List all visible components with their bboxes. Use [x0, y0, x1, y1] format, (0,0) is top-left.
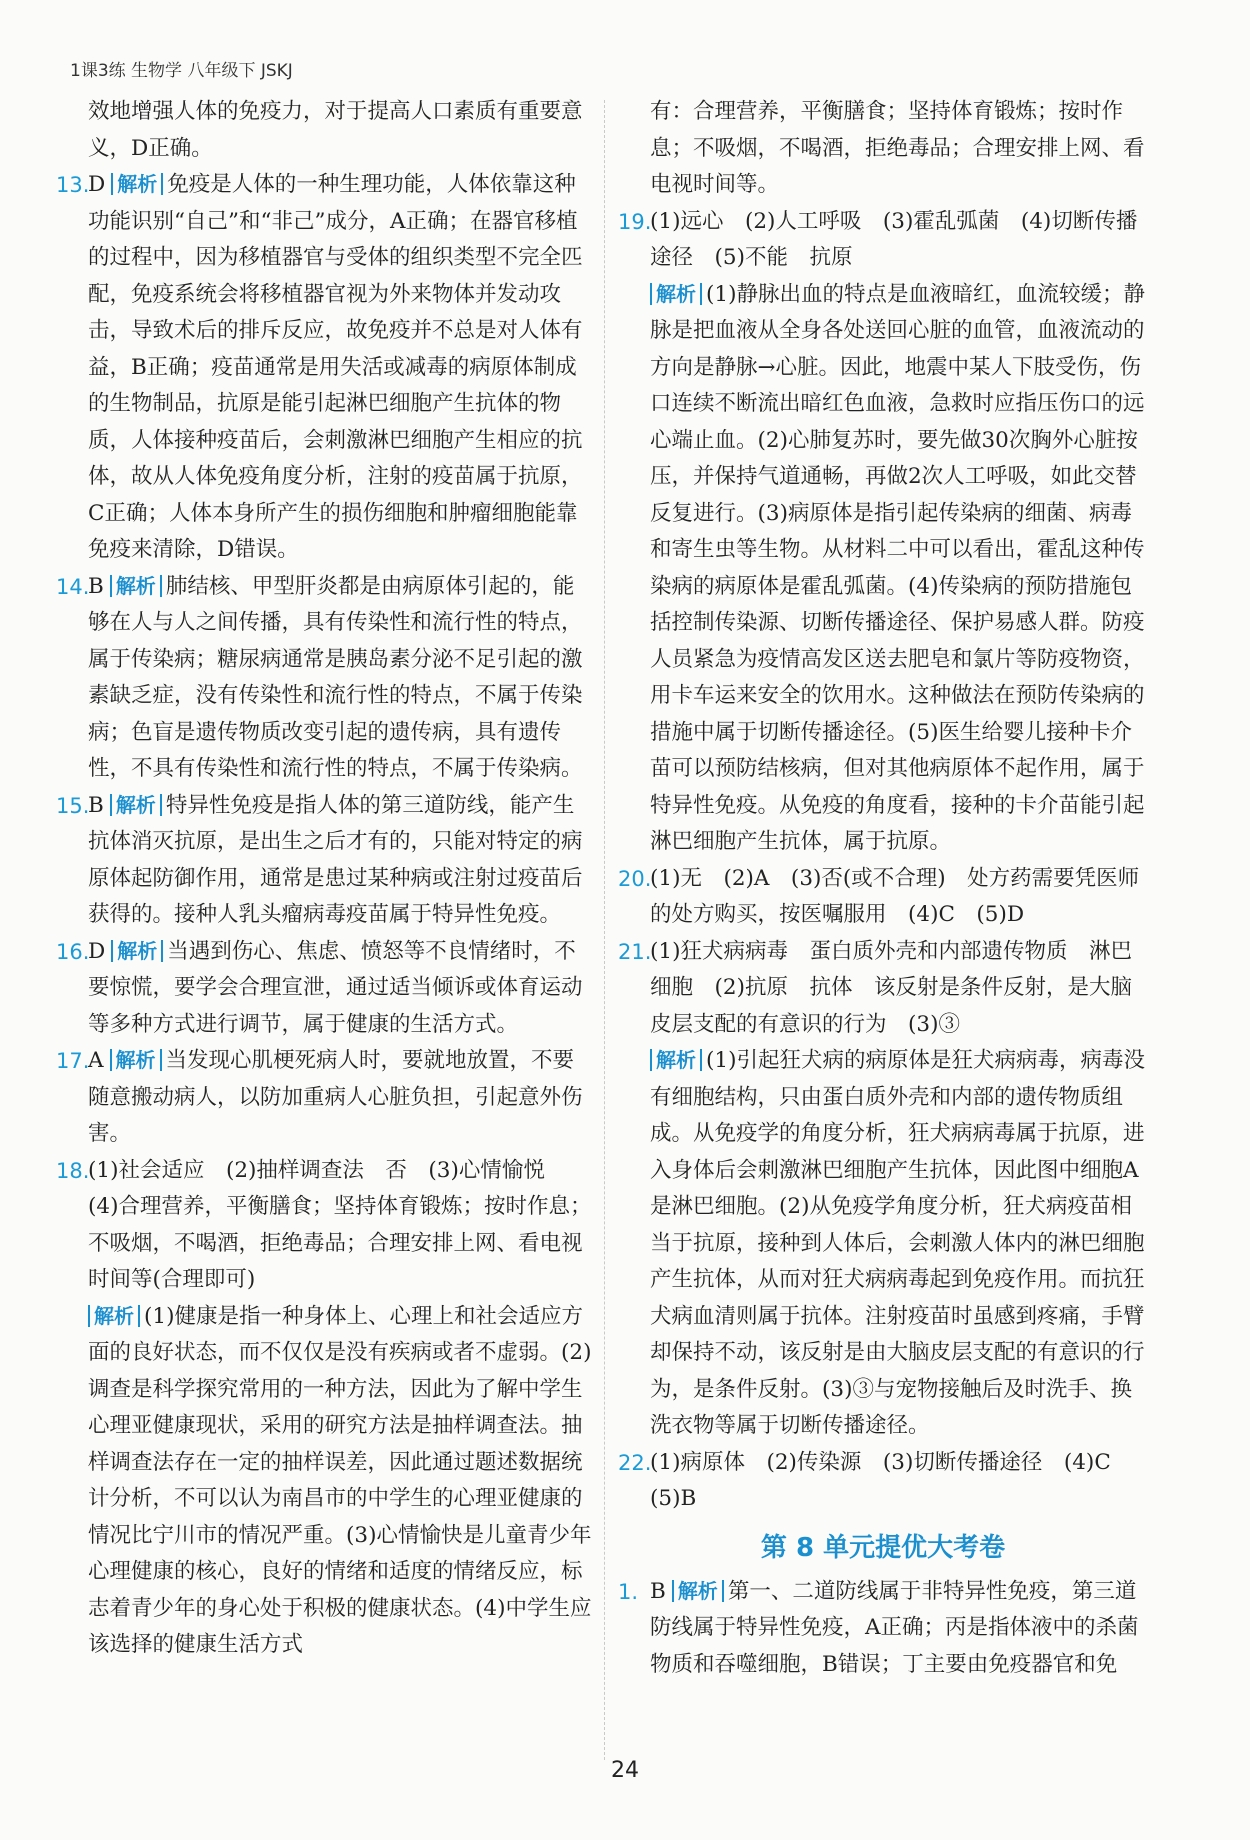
answer-22 [618, 1445, 1148, 1518]
question-number: 14. [56, 574, 90, 599]
analysis-text: 肺结核、甲型肝炎都是由病原体引起的，能够在人与人之间传播，具有传染性和流行性的特点，属于传染病；糖尿病通常是胰岛素分泌不足引起的激素缺乏症，没有传染性和流行性的特点，不属于传染病；色盲是遗传物质改变引起的遗传病，具有遗传性，不具有传染性和流行性的特点，不属于传染病。 [88, 573, 583, 781]
answer-choice: B [650, 1578, 666, 1604]
answer-text: (1)无 (2)A (3)否(或不合理) 处方药需要凭医师的处方购买，按医嘱服用 (4)C (5)D [650, 865, 1140, 927]
question-number: 15. [56, 793, 90, 818]
question-number: 1. [618, 1579, 639, 1604]
right-column [618, 94, 1148, 1683]
analysis-text: (1)静脉出血的特点是血液暗红，血流较缓；静脉是把血液从全身各处送回心脏的血管，血液流动的方向是静脉→心脏。因此，地震中某人下肢受伤，伤口连续不断流出暗红色血液，急救时应指压伤口的远心端止血。(2)心肺复苏时，要先做30次胸外心脏按压，并保持气道通畅，再做2次人工呼吸，如此交替反复进行。(3)病原体是指引起传染病的细菌、病毒和寄生虫等生物。从材料二中可以看出，霍乱这种传染病的病原体是霍乱弧菌。(4)传染病的预防措施包括控制传染源、切断传播途径、保护易感人群。防疫人员紧急为疫情高发区送去肥皂和氯片等防疫物资，用卡车运来安全的饮用水。这种做法在预防传染病的措施中属于切断传播途径。(5)医生给婴儿接种卡介苗可以预防结核病，但对其他病原体不起作用，属于特异性免疫。从免疫的角度看，接种的卡介苗能引起淋巴细胞产生抗体，属于抗原。 [650, 281, 1145, 854]
left-column [56, 94, 592, 1664]
answer-13 [56, 167, 592, 569]
section-title: 第 8 单元提优大考卷 [760, 1532, 1006, 1563]
answer-19 [618, 204, 1148, 861]
analysis-text: (1)健康是指一种身体上、心理上和社会适应方面的良好状态，而不仅仅是没有疾病或者不虚弱。(2)调查是科学探究常用的一种方法，因此为了解中学生心理亚健康现状，采用的研究方法是抽样调查法。抽样调查法存在一定的抽样误差，因此通过题述数据统计分析，不可以认为南昌市的中学生的心理亚健康的情况比宁川市的情况严重。(3)心情愉快是儿童青少年心理健康的核心，良好的情绪和适度的情绪反应，标志着青少年的身心处于积极的健康状态。(4)中学生应该选择的健康生活方式 [88, 1303, 592, 1657]
answer-15 [56, 788, 592, 934]
answer-1 [618, 1574, 1148, 1684]
question-number: 16. [56, 939, 90, 964]
analysis-tag: 解析 [110, 575, 162, 597]
question-number: 17. [56, 1049, 90, 1073]
question-number: 22. [618, 1450, 652, 1475]
question-number: 13. [56, 173, 90, 197]
continuation-text: 效地增强人体的免疫力，对于提高人口素质有重要意义，D正确。 [88, 99, 583, 161]
answer-text: (1)狂犬病病毒 蛋白质外壳和内部遗传物质 淋巴细胞 (2)抗原 抗体 该反射是条件反射，是大脑皮层支配的有意识的行为 (3)③ [650, 938, 1132, 1037]
analysis-tag: 解析 [88, 1305, 140, 1327]
analysis-text: 第一、二道防线属于非特异性免疫，第三道防线属于特异性免疫，A正确；丙是指体液中的杀菌物质和吞噬细胞，B错误；丁主要由免疫器官和免 [650, 1578, 1139, 1677]
answer-choice: A [88, 1048, 104, 1073]
analysis-tag: 解析 [111, 173, 163, 195]
analysis-text: 当发现心肌梗死病人时，要就地放置，不要随意搬动病人，以防加重病人心脏负担，引起意外伤害。 [88, 1048, 583, 1146]
answer-choice: D [88, 938, 106, 964]
question-number: 20. [618, 866, 652, 891]
answer-choice: B [88, 792, 104, 818]
answer-20 [618, 861, 1148, 934]
answer-choice: B [88, 573, 104, 599]
answer-16 [56, 934, 592, 1044]
question-number: 19. [618, 209, 652, 234]
page-number: 24 [611, 1758, 639, 1783]
answer-text: (1)社会适应 (2)抽样调查法 否 (3)心情愉悦 (4)合理营养，平衡膳食；坚持体育锻炼；按时作息；不吸烟，不喝酒，拒绝毒品；合理安排上网、看电视时间等(合理即可) [88, 1157, 592, 1292]
question-number: 21. [618, 939, 652, 964]
analysis-text: 免疫是人体的一种生理功能，人体依靠这种功能识别“自己”和“非己”成分，A正确；在器官移植的过程中，因为移植器官与受体的组织类型不完全匹配，免疫系统会将移植器官视为外来物体并发动攻击，导致术后的排斥反应，故免疫并不总是对人体有益，B正确；疫苗通常是用失活或减毒的病原体制成的生物制品，抗原是能引起淋巴细胞产生抗体的物质，人体接种疫苗后，会刺激淋巴细胞产生相应的抗体，故从人体免疫角度分析，注射的疫苗属于抗原，C正确；人体本身所产生的损伤细胞和肿瘤细胞能靠免疫来清除，D错误。 [88, 172, 583, 562]
analysis-tag: 解析 [650, 283, 702, 305]
answer-18 [56, 1153, 592, 1664]
answer-17 [56, 1043, 592, 1153]
answer-21 [618, 934, 1148, 1445]
answer-text: (1)远心 (2)人工呼吸 (3)霍乱弧菌 (4)切断传播途径 (5)不能 抗原 [650, 208, 1138, 270]
analysis-tag: 解析 [110, 794, 162, 816]
answer-14 [56, 569, 592, 788]
answer-choice: D [88, 172, 106, 197]
answer-text: (1)病原体 (2)传染源 (3)切断传播途径 (4)C (5)B [650, 1449, 1133, 1511]
analysis-tag: 解析 [111, 940, 163, 962]
analysis-text: 当遇到伤心、焦虑、愤怒等不良情绪时，不要惊慌，要学会合理宣泄，通过适当倾诉或体育运动等多种方式进行调节，属于健康的生活方式。 [88, 938, 583, 1037]
continuation-text: 有：合理营养，平衡膳食；坚持体育锻炼；按时作息；不吸烟，不喝酒，拒绝毒品；合理安排上网、看电视时间等。 [650, 99, 1145, 197]
analysis-text: (1)引起狂犬病的病原体是狂犬病病毒，病毒没有细胞结构，只由蛋白质外壳和内部的遗传物质组成。从免疫学的角度分析，狂犬病病毒属于抗原，进入身体后会刺激淋巴细胞产生抗体，因此图中细胞A是淋巴细胞。(2)从免疫学角度分析，狂犬病疫苗相当于抗原，接种到人体后，会刺激人体内的淋巴细胞产生抗体，从而对狂犬病病毒起到免疫作用。而抗狂犬病血清则属于抗体。注射疫苗时虽感到疼痛，手臂却保持不动，该反射是由大脑皮层支配的有意识的行为，是条件反射。(3)③与宠物接触后及时洗手、换洗衣物等属于切断传播途径。 [650, 1048, 1145, 1438]
analysis-text: 特异性免疫是指人体的第三道防线，能产生抗体消灭抗原，是出生之后才有的，只能对特定的病原体起防御作用，通常是患过某种病或注射过疫苗后获得的。接种人乳头瘤病毒疫苗属于特异性免疫。 [88, 792, 583, 927]
page-header: 1课3练 生物学 八年级下 JSKJ [70, 61, 293, 81]
column-divider [604, 100, 605, 1760]
analysis-tag: 解析 [110, 1049, 162, 1071]
analysis-tag: 解析 [650, 1049, 702, 1071]
question-number: 18. [56, 1158, 90, 1183]
analysis-tag: 解析 [672, 1580, 724, 1602]
